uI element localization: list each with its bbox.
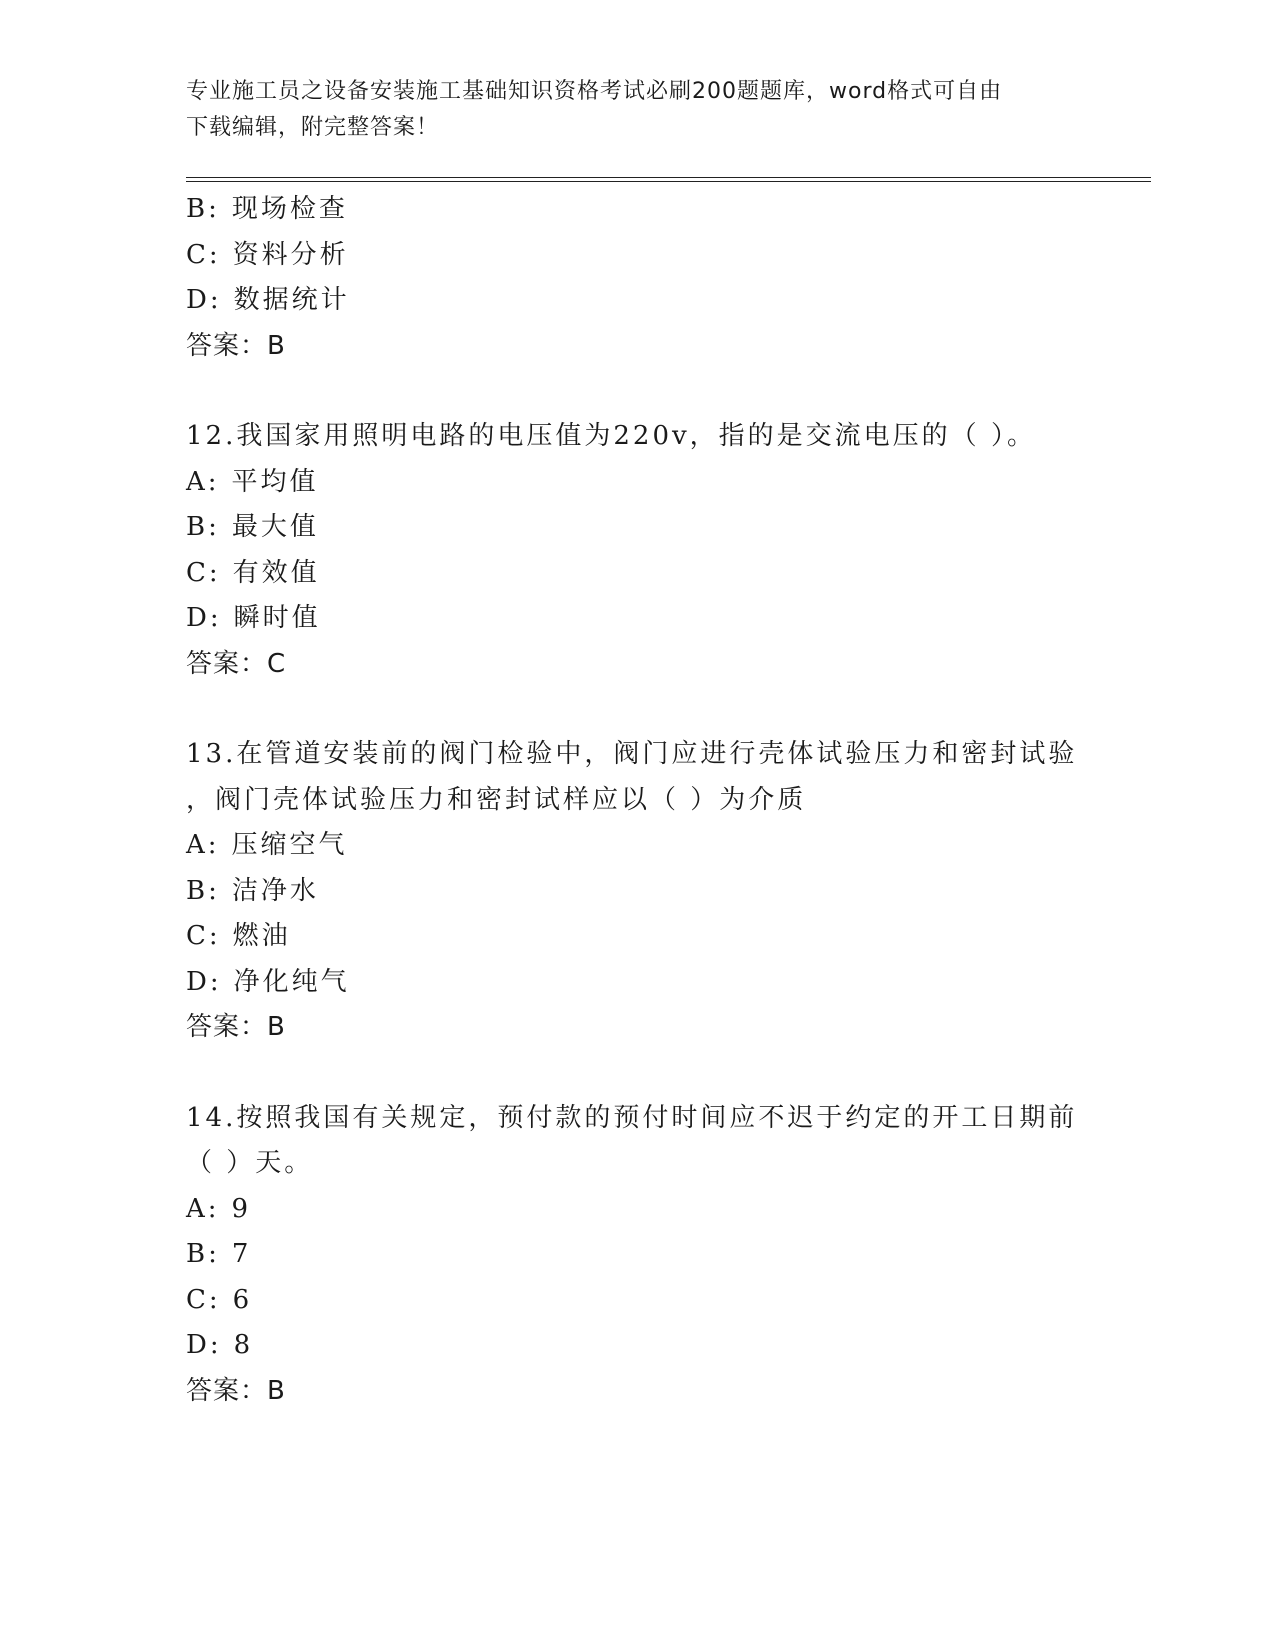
option-separator: : xyxy=(208,1239,220,1269)
option-text: 压缩空气 xyxy=(231,830,348,860)
option-d xyxy=(186,1323,1151,1369)
option-text: 数据统计 xyxy=(233,285,350,315)
option-c xyxy=(186,1278,1151,1324)
question-text: 按照我国有关规定，预付款的预付时间应不迟于约定的开工日期前 xyxy=(236,1102,1078,1133)
header-double-rule xyxy=(186,177,1151,182)
answer-line: 答案：B xyxy=(186,1375,286,1406)
option-key: D xyxy=(186,603,210,633)
option-separator: : xyxy=(207,466,220,497)
option-text: 6 xyxy=(232,1284,253,1315)
option-text: 9 xyxy=(231,1193,252,1224)
answer-line: 答案：B xyxy=(186,330,286,361)
option-a xyxy=(186,1187,1151,1233)
option-separator: : xyxy=(207,1193,220,1224)
option-b xyxy=(186,505,1151,551)
option-b xyxy=(186,187,1151,233)
option-key: D xyxy=(186,285,210,315)
option-text: 8 xyxy=(233,1330,254,1360)
question-block-13 xyxy=(186,732,1151,1051)
question-stem-continued: （ ）天。 xyxy=(186,1148,314,1178)
option-text: 现场检查 xyxy=(231,194,348,224)
option-text: 最大值 xyxy=(231,512,319,542)
option-key: A xyxy=(186,466,208,497)
option-key: D xyxy=(186,966,210,997)
option-b xyxy=(186,869,1151,915)
option-d xyxy=(186,278,1151,324)
question-block-14 xyxy=(186,1096,1151,1415)
option-separator: : xyxy=(208,512,220,542)
option-text: 洁净水 xyxy=(231,875,319,906)
option-separator: : xyxy=(208,239,221,270)
option-c xyxy=(186,233,1151,279)
option-key: C xyxy=(186,239,209,270)
question-stem xyxy=(186,414,1151,460)
option-key: D xyxy=(186,1330,210,1360)
option-separator: : xyxy=(209,966,222,997)
option-c xyxy=(186,551,1151,597)
option-text: 净化纯气 xyxy=(233,966,350,997)
option-separator: : xyxy=(209,285,222,315)
option-c xyxy=(186,914,1151,960)
option-a xyxy=(186,460,1151,506)
option-separator: : xyxy=(208,1284,221,1315)
option-separator: : xyxy=(207,830,220,860)
option-key: C xyxy=(186,1284,209,1315)
option-separator: : xyxy=(208,557,221,588)
answer-line: 答案：C xyxy=(186,648,287,679)
option-b xyxy=(186,1232,1151,1278)
option-key: B xyxy=(186,875,209,906)
answer-line: 答案：B xyxy=(186,1012,286,1042)
option-key: A xyxy=(186,830,208,860)
question-block-12 xyxy=(186,414,1151,687)
question-text: 在管道安装前的阀门检验中，阀门应进行壳体试验压力和密封试验 xyxy=(236,739,1078,769)
option-a xyxy=(186,823,1151,869)
question-text: 我国家用照明电路的电压值为220v，指的是交流电压的（ ）。 xyxy=(236,421,1036,451)
header-title-line-2: 下载编辑，附完整答案！ xyxy=(186,115,440,140)
option-separator: : xyxy=(209,1330,222,1360)
option-separator: : xyxy=(208,921,221,951)
option-text: 瞬时值 xyxy=(233,603,321,633)
option-separator: : xyxy=(209,603,222,633)
option-key: A xyxy=(186,1193,208,1224)
header-title-line-1: 专业施工员之设备安装施工基础知识资格考试必刷200题题库，word格式可自由 xyxy=(186,79,1003,104)
option-text: 资料分析 xyxy=(232,239,349,270)
option-key: C xyxy=(186,921,209,951)
question-number: 14. xyxy=(186,1102,237,1133)
question-list xyxy=(186,187,1151,1414)
option-text: 7 xyxy=(231,1239,252,1269)
option-key: B xyxy=(186,1239,209,1269)
spacer xyxy=(186,369,1151,414)
option-key: C xyxy=(186,557,209,588)
spacer xyxy=(186,1051,1151,1096)
option-key: B xyxy=(186,512,209,542)
option-key: B xyxy=(186,194,209,224)
option-text: 有效值 xyxy=(232,557,320,588)
option-text: 平均值 xyxy=(231,466,319,497)
question-stem xyxy=(186,1096,1151,1142)
option-text: 燃油 xyxy=(232,921,291,951)
option-separator: : xyxy=(208,875,220,906)
question-stem-continued: ，阀门壳体试验压力和密封试样应以（ ）为介质 xyxy=(186,784,807,815)
document-header xyxy=(186,74,1086,146)
spacer xyxy=(186,687,1151,732)
question-number: 13. xyxy=(186,739,237,769)
option-separator: : xyxy=(208,194,220,224)
option-d xyxy=(186,960,1151,1006)
question-number: 12. xyxy=(186,421,237,451)
question-block-prev xyxy=(186,187,1151,369)
option-d xyxy=(186,596,1151,642)
question-stem xyxy=(186,732,1151,778)
